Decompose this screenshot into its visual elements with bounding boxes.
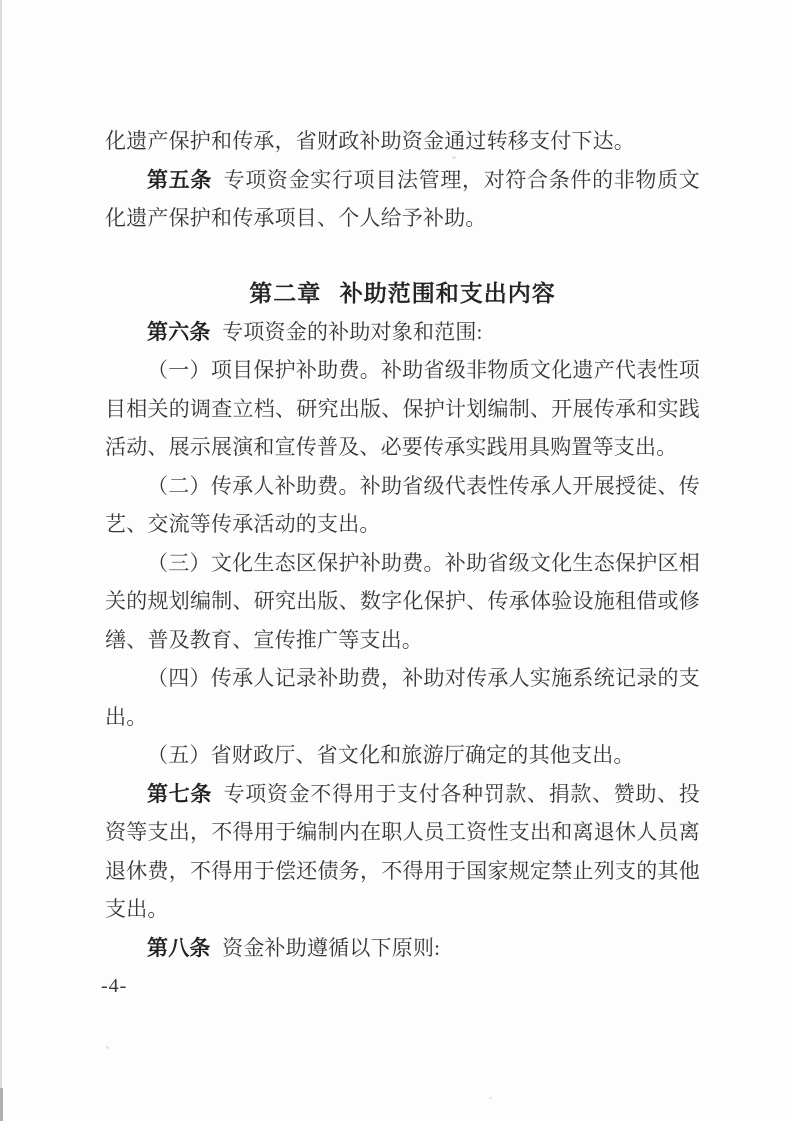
paragraph-text: 专项资金实行项目法管理，对符合条件的非物质文化遗产保护和传承项目、个人给予补助。	[105, 167, 700, 230]
chapter-title: 补助范围和支出内容	[339, 279, 556, 306]
paragraph-text: 专项资金的补助对象和范围:	[222, 319, 483, 344]
article-6-paragraph	[105, 313, 700, 352]
paragraph-text: （五）省财政厅、省文化和旅游厅确定的其他支出。	[147, 743, 635, 767]
chapter-number: 第二章	[249, 279, 322, 306]
continuation-paragraph	[105, 122, 700, 161]
scan-edge-artifact-dark	[0, 1088, 3, 1121]
item-4-paragraph	[105, 659, 700, 736]
scan-speck	[106, 1046, 109, 1049]
article-8-label: 第八条	[147, 935, 211, 960]
article-5-paragraph	[105, 161, 700, 238]
item-3-paragraph	[105, 544, 700, 660]
paragraph-text: 化遗产保护和传承，省财政补助资金通过转移支付下达。	[105, 129, 635, 153]
paragraph-text: （四）传承人记录补助费，补助对传承人实施系统记录的支出。	[105, 666, 700, 729]
paragraph-text: （二）传承人补助费。补助省级代表性传承人开展授徒、传艺、交流等传承活动的支出。	[105, 473, 700, 536]
paragraph-text: （一）项目保护补助费。补助省级非物质文化遗产代表性项目相关的调查立档、研究出版、保护计划编制、开展传承和实践活动、展示展演和宣传普及、必要传承实践用具购置等支出。	[105, 358, 700, 459]
paragraph-text: 专项资金不得用于支付各种罚款、捐款、赞助、投资等支出，不得用于编制内在职人员工资性支出和离退休人员离退休费，不得用于偿还债务，不得用于国家规定禁止列支的其他支出。	[105, 781, 700, 921]
article-7-label: 第七条	[147, 781, 213, 806]
article-6-label: 第六条	[147, 319, 211, 344]
chapter-2-heading	[105, 273, 700, 313]
item-1-paragraph	[105, 351, 700, 467]
article-8-paragraph	[105, 929, 700, 968]
page-number: -4-	[101, 975, 128, 997]
item-5-paragraph	[105, 736, 700, 775]
paragraph-text: 资金补助遵循以下原则:	[222, 935, 441, 960]
article-5-label: 第五条	[147, 167, 213, 192]
scan-speck	[489, 1097, 492, 1099]
article-7-paragraph	[105, 775, 700, 929]
item-2-paragraph	[105, 467, 700, 544]
paragraph-text: （三）文化生态区保护补助费。补助省级文化生态保护区相关的规划编制、研究出版、数字化保护、传承体验设施租借或修缮、普及教育、宣传推广等支出。	[105, 550, 700, 652]
